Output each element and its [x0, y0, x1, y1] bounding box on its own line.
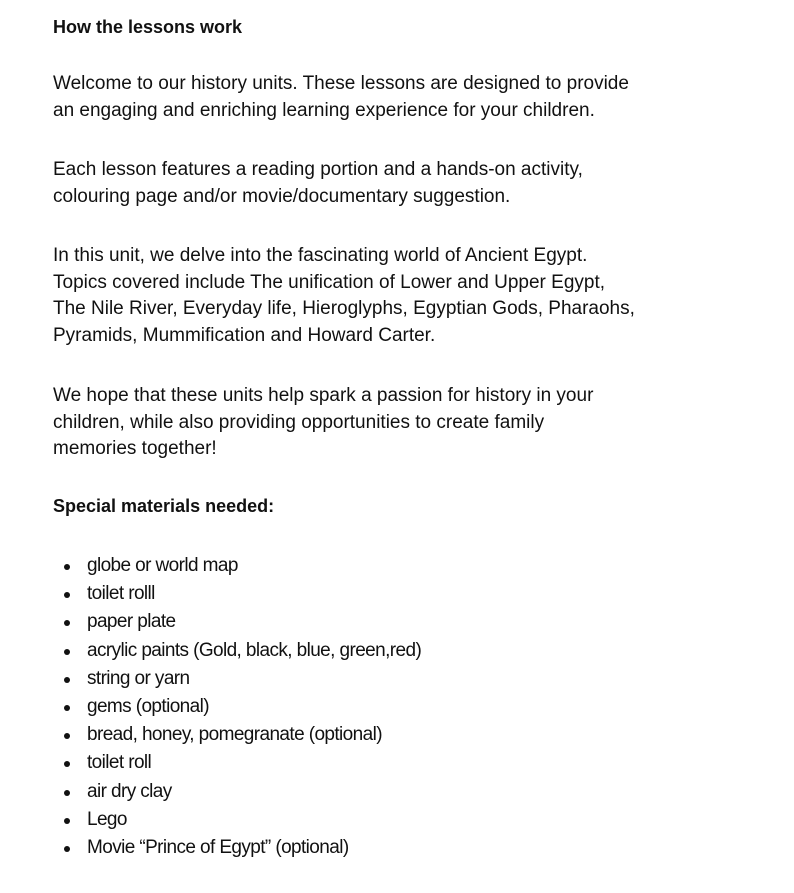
text-line: Pyramids, Mummification and Howard Carter. [53, 324, 436, 346]
materials-heading: Special materials needed: [53, 496, 275, 516]
text-line: In this unit, we delve into the fascinating world of Ancient Egypt. [53, 245, 588, 266]
lesson-features-paragraph [53, 157, 583, 210]
list-item: globe or world map [53, 552, 421, 580]
text-line: We hope that these units help spark a passion for history in your [53, 385, 594, 406]
list-item: Lego [53, 806, 421, 834]
list-item: acrylic paints (Gold, black, blue, green,red) [53, 637, 421, 665]
text-line: Each lesson features a reading portion and a hands-on activity, [53, 159, 583, 180]
intro-paragraph [53, 71, 629, 124]
text-line: Welcome to our history units. These lessons are designed to provide [53, 73, 629, 94]
list-item: paper plate [53, 608, 421, 636]
list-item: air dry clay [53, 778, 421, 806]
list-item: bread, honey, pomegranate (optional) [53, 721, 421, 749]
closing-paragraph [53, 383, 593, 463]
section-title: How the lessons work [53, 17, 243, 37]
list-item: toilet roll [53, 749, 421, 777]
text-line: memories together! [53, 438, 217, 459]
materials-list [53, 552, 421, 862]
text-line: children, while also providing opportunities to create family [53, 411, 545, 433]
text-line: an engaging and enriching learning experience for your children. [53, 99, 595, 121]
list-item: gems (optional) [53, 693, 421, 721]
text-line: colouring page and/or movie/documentary suggestion. [53, 185, 511, 207]
list-item: string or yarn [53, 665, 421, 693]
unit-topics-paragraph [53, 243, 635, 349]
list-item: toilet rolll [53, 580, 421, 608]
list-item: Movie “Prince of Egypt” (optional) [53, 834, 421, 862]
text-line: Topics covered include The unification of Lower and Upper Egypt, [53, 271, 606, 293]
text-line: The Nile River, Everyday life, Hieroglyphs, Egyptian Gods, Pharaohs, [53, 298, 635, 319]
